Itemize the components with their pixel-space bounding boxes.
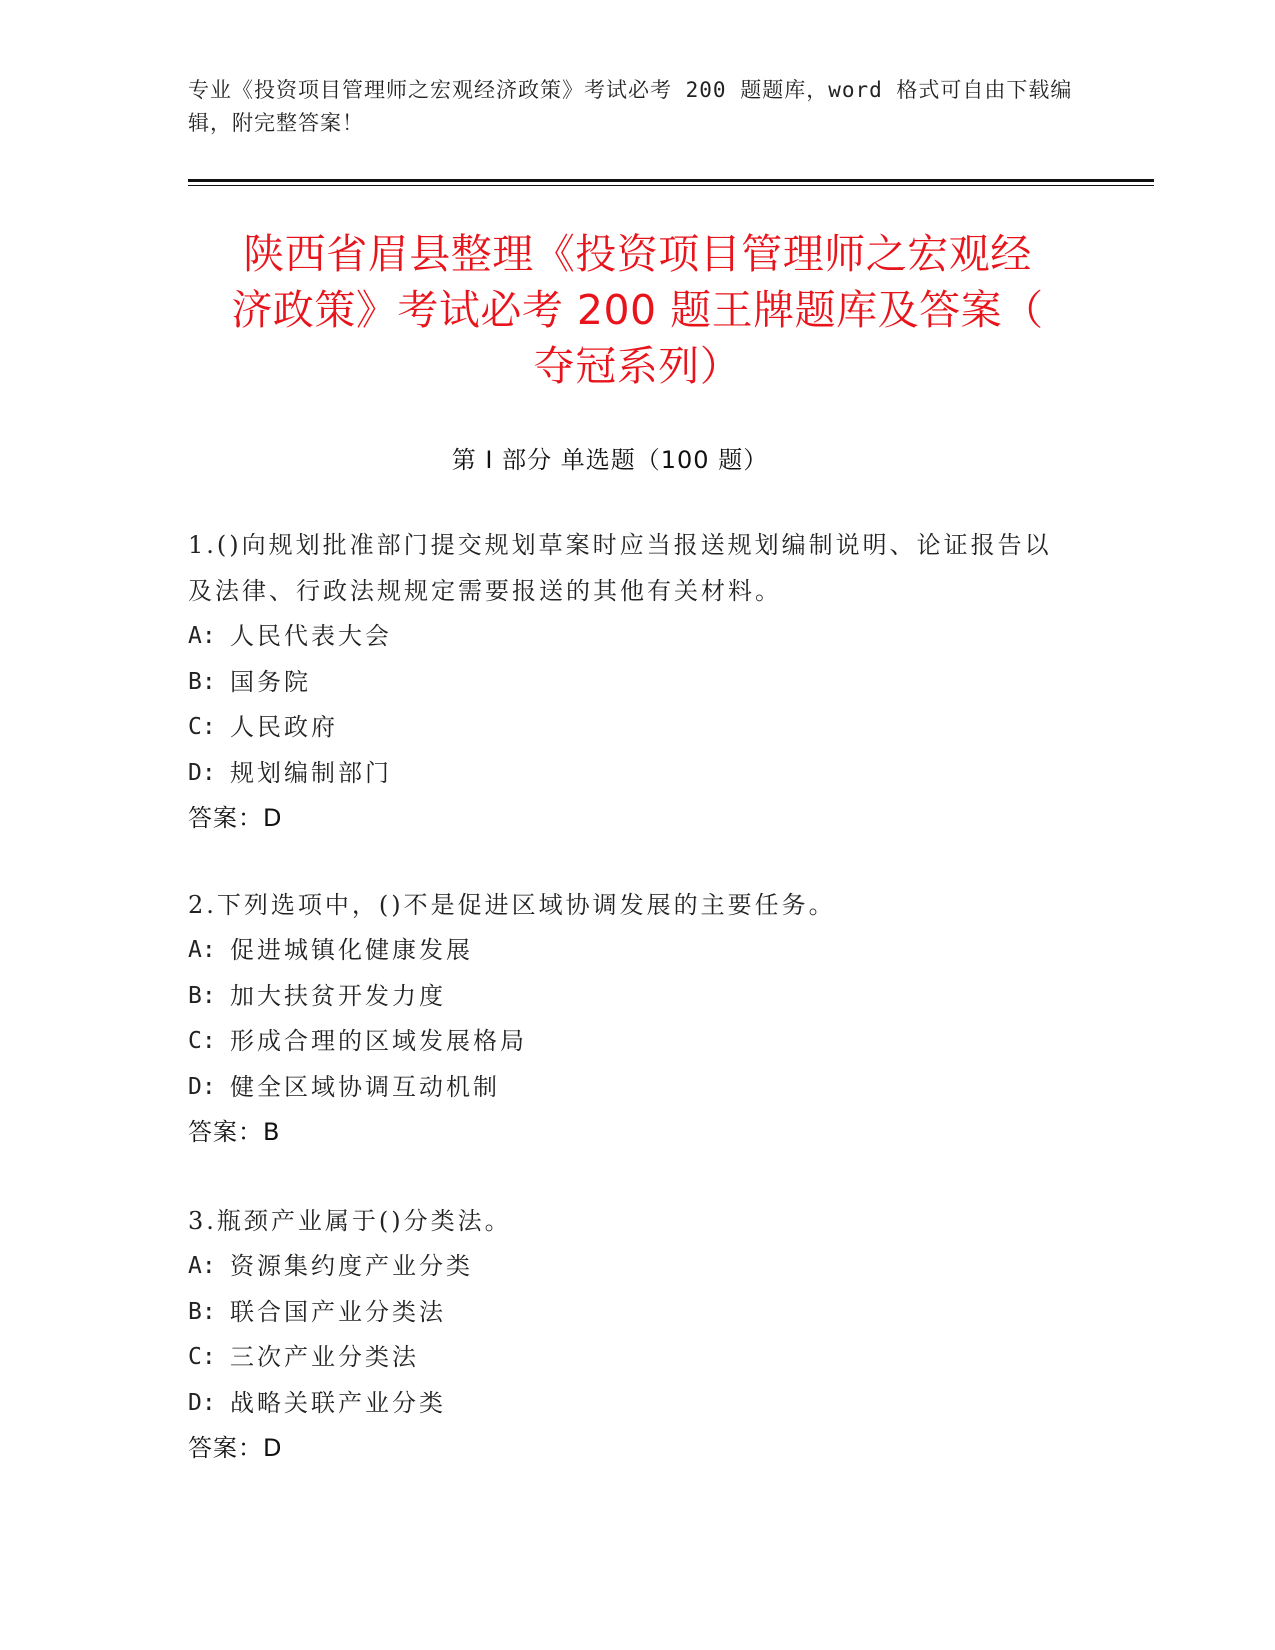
answer-line: 答案：D <box>188 1434 283 1462</box>
question-3 <box>188 1198 1068 1472</box>
answer-line: 答案：B <box>188 1118 281 1146</box>
option-c <box>188 1019 1068 1065</box>
header-note: 专业《投资项目管理师之宏观经济政策》考试必考 200 题题库，word 格式可自由下载编辑，附完整答案！ <box>188 78 1073 135</box>
option-key: A: <box>188 937 216 963</box>
option-a <box>188 1244 1068 1290</box>
section-heading: 第 I 部分 单选题（100 题） <box>451 446 769 474</box>
option-key: A: <box>188 623 216 649</box>
option-text: 加大扶贫开发力度 <box>230 981 446 1010</box>
document-title-line-2: 济政策》考试必考 200 题王牌题库及答案（ <box>231 286 1044 334</box>
option-text: 人民代表大会 <box>230 622 392 650</box>
question-stem: 1.()向规划批准部门提交规划草案时应当报送规划编制说明、论证报告以及法律、行政法规规定需要报送的其他有关材料。 <box>188 531 1052 605</box>
option-key: D: <box>188 1073 216 1100</box>
option-key: B: <box>188 1298 216 1325</box>
option-key: C: <box>188 1344 216 1370</box>
answer-line: 答案：D <box>188 804 283 832</box>
option-text: 人民政府 <box>230 713 338 741</box>
header-divider-thick <box>188 179 1154 182</box>
question-stem: 2.下列选项中，()不是促进区域协调发展的主要任务。 <box>188 891 836 919</box>
option-text: 形成合理的区域发展格局 <box>230 1027 527 1055</box>
option-b <box>188 974 1068 1020</box>
option-key: B: <box>188 982 216 1009</box>
option-key: D: <box>188 1389 216 1416</box>
option-key: D: <box>188 759 216 786</box>
option-d <box>188 751 1068 797</box>
option-b <box>188 1290 1068 1336</box>
option-text: 战略关联产业分类 <box>230 1388 446 1417</box>
option-text: 联合国产业分类法 <box>230 1297 446 1326</box>
document-title-line-3: 夺冠系列） <box>533 342 742 390</box>
option-a <box>188 614 1068 660</box>
option-b <box>188 660 1068 706</box>
option-text: 资源集约度产业分类 <box>230 1252 473 1280</box>
header-divider-thin <box>188 185 1154 186</box>
option-text: 规划编制部门 <box>230 758 392 787</box>
option-text: 三次产业分类法 <box>230 1343 419 1371</box>
option-key: B: <box>188 668 216 695</box>
option-c <box>188 1335 1068 1381</box>
option-a <box>188 928 1068 974</box>
option-text: 促进城镇化健康发展 <box>230 936 473 964</box>
option-key: C: <box>188 714 216 740</box>
document-title <box>150 226 1125 394</box>
option-c <box>188 705 1068 751</box>
option-text: 国务院 <box>230 667 311 696</box>
option-key: C: <box>188 1028 216 1054</box>
option-text: 健全区域协调互动机制 <box>230 1072 500 1101</box>
option-d <box>188 1065 1068 1111</box>
question-1 <box>188 522 1068 842</box>
document-title-line-1: 陕西省眉县整理《投资项目管理师之宏观经 <box>243 230 1032 278</box>
option-d <box>188 1381 1068 1427</box>
option-key: A: <box>188 1253 216 1279</box>
question-2 <box>188 882 1068 1156</box>
question-stem: 3.瓶颈产业属于()分类法。 <box>188 1207 512 1235</box>
